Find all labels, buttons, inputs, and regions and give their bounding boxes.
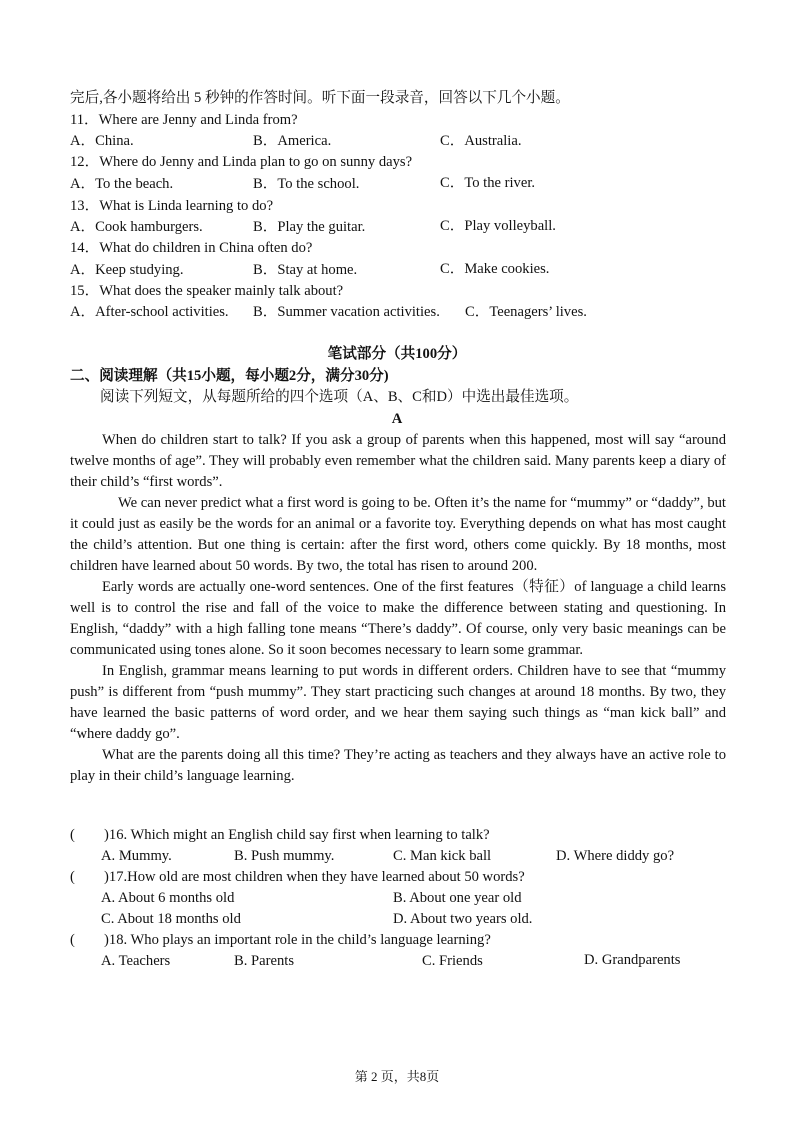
question-18-option-b: B. Parents [234,953,294,969]
question-16-option-c: C. Man kick ball [393,848,492,864]
question-17-stem: ( )17.How old are most children when they have learned about 50 words? [70,869,525,885]
question-15-option-b: B．Summer vacation activities. [253,304,440,320]
question-17-option-c: C. About 18 months old [101,911,241,927]
question-18-option-d: D. Grandparents [584,952,681,968]
passage-label: A [391,411,403,427]
question-17-option-b: B. About one year old [393,890,522,906]
question-14-stem: 14．What do children in China often do? [70,240,313,256]
passage-body [70,430,726,787]
question-17-option-d: D. About two years old. [393,911,533,927]
passage-paragraph: We can never predict what a first word is going to be. Often it’s the name for “mummy” or “daddy”, but it could just as easily be the words for an animal or a favorite toy. Everything depends on what has most caught the child’s attention. But one thing is certain: after the first word, others come quickly. By 18 months, most children have learned about 50 words. By two, the total has risen to around 200. [70,495,726,574]
question-13-stem: 13．What is Linda learning to do? [70,198,274,214]
question-14-option-c: C．Make cookies. [440,261,550,277]
question-13-option-a: A．Cook hamburgers. [70,219,203,235]
passage-paragraph: Early words are actually one-word sentences. One of the first features（特征）of language a child learns well is to control the rise and fall of the voice to make the difference between stating and questioning. In English, “daddy” with a high falling tone means “There’s daddy”. Of course, only very basic meanings can be communicated using tones alone. So it soon becomes necessary to learn some grammar. [70,579,726,658]
question-11-option-b: B．America. [253,133,332,149]
listening-instruction: 完后,各小题将给出 5 秒钟的作答时间。听下面一段录音，回答以下几个小题。 [70,90,570,106]
question-18-option-c: C. Friends [422,953,483,969]
question-18-option-a: A. Teachers [101,953,171,969]
question-12-option-b: B．To the school. [253,176,360,192]
passage-paragraph: In English, grammar means learning to put words in different orders. Children have to see that “mummy push” is different from “push mummy”. They start practicing such changes at around 18 months. By two, they have learned the basic patterns of word order, and we hear them saying such things as “man kick ball” and “where daddy go”. [70,663,726,742]
question-14-option-a: A．Keep studying. [70,262,184,278]
reading-instruction: 阅读下列短文，从每题所给的四个选项（A、B、C和D）中选出最佳选项。 [100,389,579,405]
question-15-option-c: C．Teenagers’ lives. [465,304,587,320]
page-number: 第 2 页，共8页 [354,1069,440,1084]
question-15-option-a: A．After-school activities. [70,304,229,320]
question-17-option-a: A. About 6 months old [101,890,235,906]
reading-section-heading: 二、阅读理解（共15小题，每小题2分，满分30分) [70,368,389,384]
question-18-stem: ( )18. Who plays an important role in the child’s language learning? [70,932,491,948]
question-16-stem: ( )16. Which might an English child say first when learning to talk? [70,827,490,843]
question-12-option-c: C．To the river. [440,175,536,191]
question-11-option-c: C．Australia. [440,133,522,149]
question-15-stem: 15．What does the speaker mainly talk about? [70,283,344,299]
written-part-title: 笔试部分（共100分） [327,346,467,362]
question-14-option-b: B．Stay at home. [253,262,358,278]
question-16-option-a: A. Mummy. [101,848,172,864]
question-16-option-b: B. Push mummy. [234,848,335,864]
question-13-option-c: C．Play volleyball. [440,218,556,234]
passage-paragraph: When do children start to talk? If you ask a group of parents when this happened, most will say “around twelve months of age”. They will probably even remember what the children said. Many parents keep a diary of their child’s “first words”. [70,432,726,490]
question-12-stem: 12．Where do Jenny and Linda plan to go on sunny days? [70,154,413,170]
passage-paragraph: What are the parents doing all this time? They’re acting as teachers and they always have an active role to play in their child’s language learning. [70,747,726,784]
question-13-option-b: B．Play the guitar. [253,219,366,235]
question-11-stem: 11．Where are Jenny and Linda from? [70,112,298,128]
question-16-option-d: D. Where diddy go? [556,848,675,864]
question-12-option-a: A．To the beach. [70,176,174,192]
question-11-option-a: A．China. [70,133,134,149]
